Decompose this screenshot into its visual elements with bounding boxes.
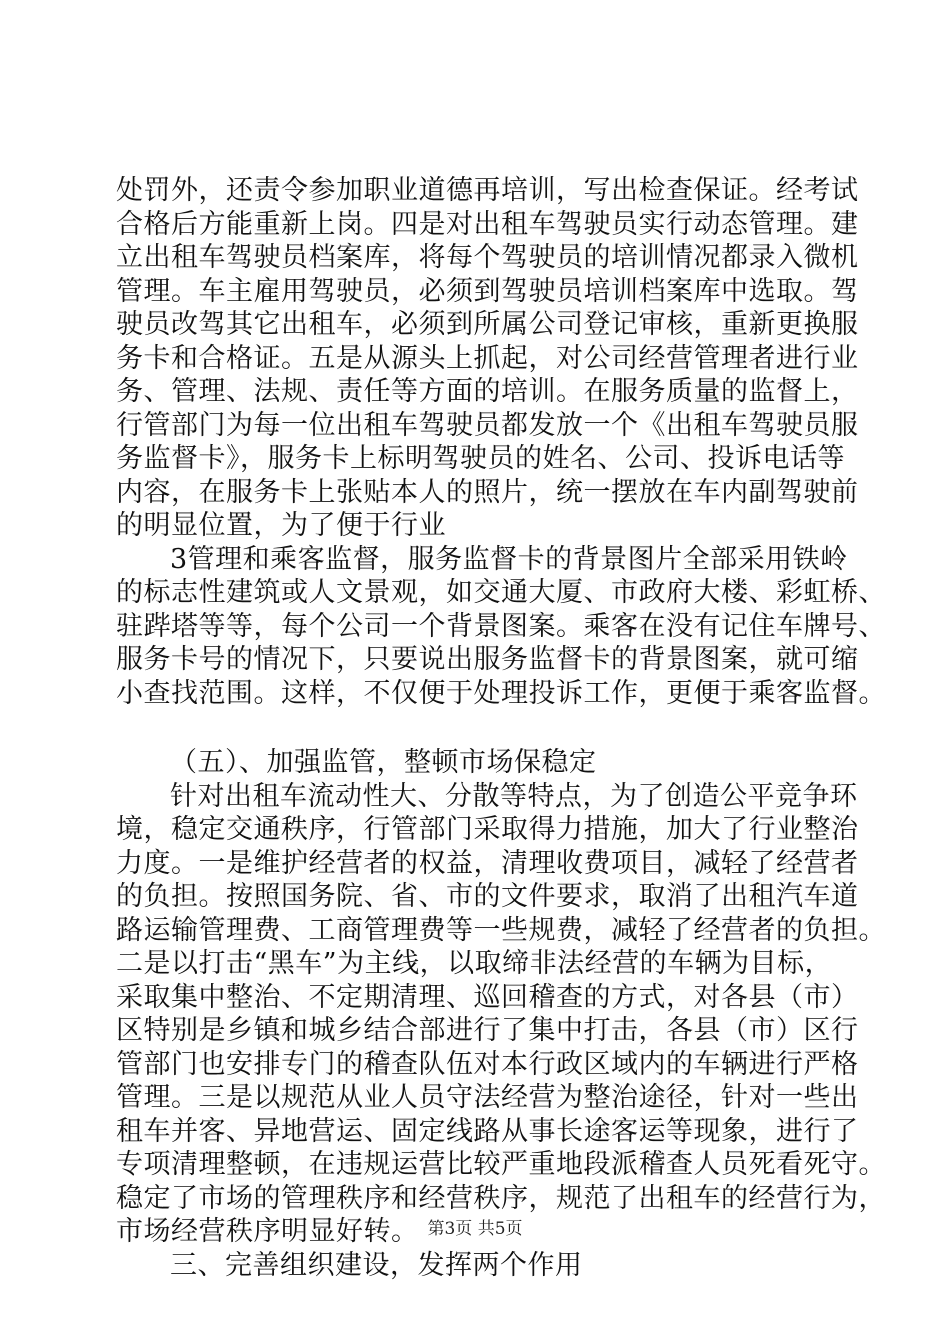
text-line: 服务卡号的情况下，只要说出服务监督卡的背景图案，就可缩 — [116, 644, 859, 675]
body-text — [116, 174, 886, 1282]
text-line: 行管部门为每一位出租车驾驶员都发放一个《出租车驾驶员服 — [116, 409, 859, 441]
section-heading-3 — [116, 1249, 846, 1283]
text-line: 合格后方能重新上岗。四是对出租车驾驶员实行动态管理。建 — [116, 208, 859, 240]
text-line: 专项清理整顿，在违规运营比较严重地段派稽查人员死看死守。 — [116, 1149, 886, 1180]
text-line: 针对出租车流动性大、分散等特点，为了创造公平竞争环 — [170, 780, 858, 812]
text-line: 采取集中整治、不定期清理、巡回稽查的方式，对各县（市） — [116, 981, 859, 1013]
text-line: 市场经营秩序明显好转。 — [116, 1216, 419, 1247]
paragraph-p3 — [116, 780, 886, 1249]
text-line: 内容，在服务卡上张贴本人的照片，统一摆放在车内副驾驶前 — [116, 476, 859, 508]
text-line: 路运输管理费、工商管理费等一些规费，减轻了经营者的负担。 — [116, 914, 886, 946]
paragraph-p2 — [116, 543, 886, 711]
heading-text: 三、完善组织建设，发挥两个作用 — [170, 1249, 583, 1281]
page-number: 第3页 共5页 — [427, 1219, 523, 1239]
text-line: 的标志性建筑或人文景观，如交通大厦、市政府大楼、彩虹桥、 — [116, 577, 886, 608]
text-line: 立出租车驾驶员档案库，将每个驾驶员的培训情况都录入微机 — [116, 242, 859, 273]
text-line: 管理。车主雇用驾驶员，必须到驾驶员培训档案库中选取。驾 — [116, 275, 859, 307]
text-line: 的明显位置，为了便于行业 — [116, 510, 446, 541]
text-line: 驻跸塔等等，每个公司一个背景图案。乘客在没有记住车牌号、 — [116, 610, 886, 642]
paragraph-spacer — [116, 710, 846, 746]
text-line: 小查找范围。这样，不仅便于处理投诉工作，更便于乘客监督。 — [116, 677, 886, 709]
text-line: 务卡和合格证。五是从源头上抓起，对公司经营管理者进行业 — [116, 342, 859, 374]
text-line: 境，稳定交通秩序，行管部门采取得力措施，加大了行业整治 — [116, 814, 859, 845]
text-line: 管理。三是以规范从业人员守法经营为整治途径，针对一些出 — [116, 1082, 859, 1113]
text-line: 3管理和乘客监督，服务监督卡的背景图片全部采用铁岭 — [170, 543, 848, 575]
text-line: 二是以打击“黑车”为主线，以取缔非法经营的车辆为目标， — [116, 948, 833, 979]
paragraph-p1 — [116, 174, 859, 543]
text-line: 处罚外，还责令参加职业道德再培训，写出检查保证。经考试 — [116, 175, 859, 206]
text-line: 驶员改驾其它出租车，必须到所属公司登记审核，重新更换服 — [116, 309, 859, 340]
text-line: 区特别是乡镇和城乡结合部进行了集中打击，各县（市）区行 — [116, 1015, 859, 1046]
text-line: 稳定了市场的管理秩序和经营秩序，规范了出租车的经营行为， — [116, 1182, 886, 1214]
page-footer — [0, 1214, 950, 1239]
heading-text: （五）、加强监管，整顿市场保稳定 — [170, 747, 597, 778]
text-line: 务监督卡》，服务卡上标明驾驶员的姓名、公司、投诉电话等 — [116, 443, 845, 474]
text-line: 管部门也安排专门的稽查队伍对本行政区域内的车辆进行严格 — [116, 1048, 859, 1080]
text-line: 租车并客、异地营运、固定线路从事长途客运等现象，进行了 — [116, 1115, 859, 1147]
text-line: 的负担。按照国务院、省、市的文件要求，取消了出租汽车道 — [116, 881, 859, 912]
text-line: 务、管理、法规、责任等方面的培训。在服务质量的监督上， — [116, 376, 859, 407]
section-heading-5 — [116, 746, 846, 780]
text-line: 力度。一是维护经营者的权益，清理收费项目，减轻了经营者 — [116, 847, 859, 879]
